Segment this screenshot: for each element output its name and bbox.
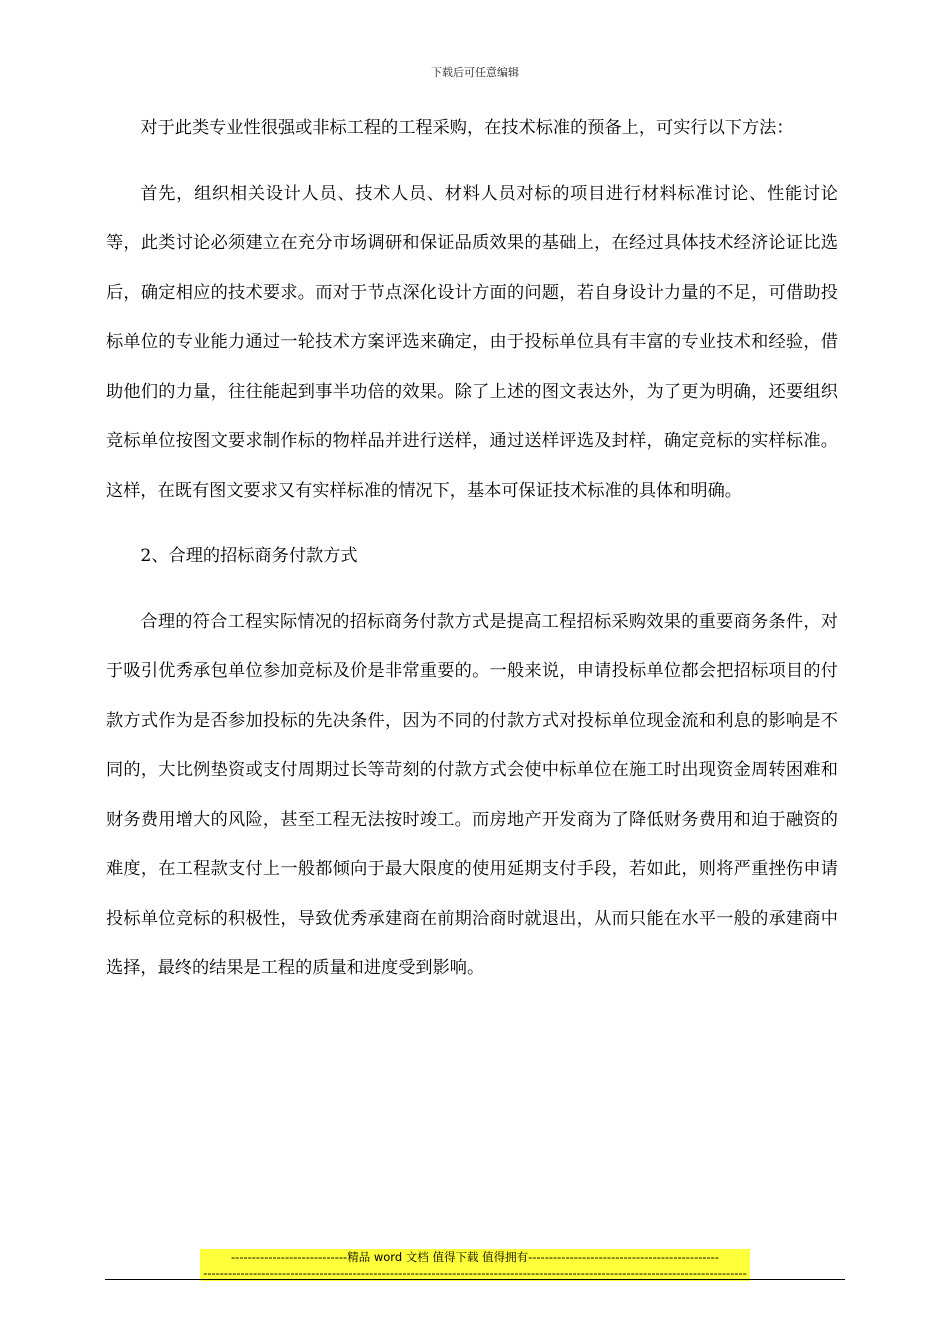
footer-banner — [200, 1249, 750, 1281]
footer-divider — [105, 1279, 845, 1280]
document-body — [106, 104, 838, 1010]
footer-banner-line-1: ----------------------------精品 word 文档 值得下载 值得拥有---------------------------------------------- — [231, 1250, 719, 1264]
paragraph-payment-terms: 合理的符合工程实际情况的招标商务付款方式是提高工程招标采购效果的重要商务条件，对于吸引优秀承包单位参加竞标及价是非常重要的。一般来说，申请投标单位都会把招标项目的付款方式作为是否参加投标的先决条件，因为不同的付款方式对投标单位现金流和利息的影响是不同的，大比例垫资或支付周期过长等苛刻的付款方式会使中标单位在施工时出现资金周转困难和财务费用增大的风险，甚至工程无法按时竣工。而房地产开发商为了降低财务费用和迫于融资的难度，在工程款支付上一般都倾向于最大限度的使用延期支付手段，若如此，则将严重挫伤申请投标单位竞标的积极性，导致优秀承建商在前期洽商时就退出，从而只能在水平一般的承建商中选择，最终的结果是工程的质量和进度受到影响。 — [106, 611, 838, 978]
page-header: 下载后可任意编辑 — [431, 66, 519, 79]
paragraph-technical-standards: 首先，组织相关设计人员、技术人员、材料人员对标的项目进行材料标准讨论、性能讨论等，此类讨论必须建立在充分市场调研和保证品质效果的基础上，在经过具体技术经济论证比选后，确定相应的技术要求。而对于节点深化设计方面的问题，若自身设计力量的不足，可借助投标单位的专业能力通过一轮技术方案评选来确定，由于投标单位具有丰富的专业技术和经验，借助他们的力量，往往能起到事半功倍的效果。除了上述的图文表达外，为了更为明确，还要组织竞标单位按图文要求制作标的物样品并进行送样，通过送样评选及封样，确定竞标的实样标准。这样，在既有图文要求又有实样标准的情况下，基本可保证技术标准的具体和明确。 — [106, 183, 838, 501]
section-heading-payment: 2、合理的招标商务付款方式 — [140, 546, 358, 566]
paragraph-intro: 对于此类专业性很强或非标工程的工程采购，在技术标准的预备上，可实行以下方法： — [140, 118, 794, 138]
footer-banner-line-2: ----------------------------------------------------------------------------------------------------------------------------------- — [203, 1266, 747, 1280]
